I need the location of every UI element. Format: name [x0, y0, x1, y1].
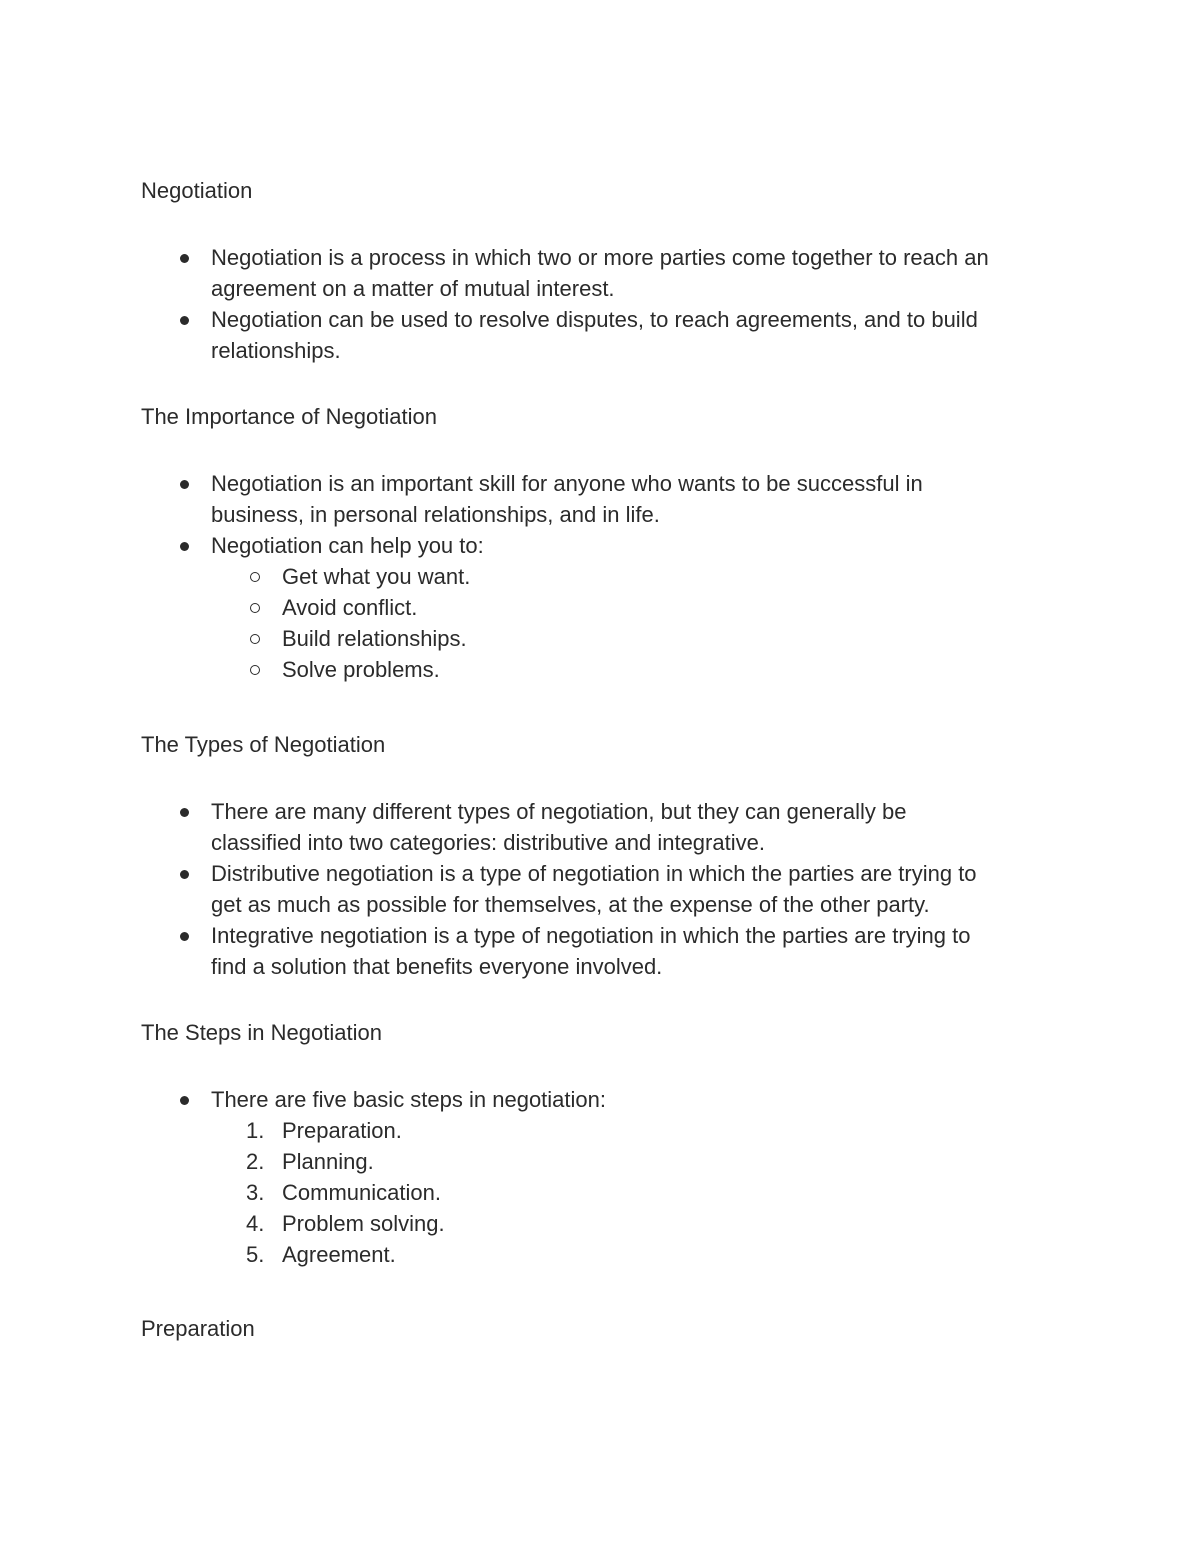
list-number: 5.: [246, 1242, 265, 1267]
hollow-bullet-icon: [250, 634, 260, 644]
bullet-text-line: Integrative negotiation is a type of negotiation in which the parties are trying to: [211, 923, 971, 948]
bullet-text-line: business, in personal relationships, and in life.: [211, 502, 660, 527]
bullet-text-line: Negotiation can help you to:: [211, 533, 484, 558]
bullet-icon: [180, 1096, 189, 1105]
hollow-bullet-icon: [250, 572, 260, 582]
sub-item-text: Solve problems.: [282, 657, 440, 682]
bullet-text-line: There are five basic steps in negotiation:: [211, 1087, 607, 1112]
numbered-item-text: Problem solving.: [282, 1211, 445, 1236]
bullet-icon: [180, 254, 189, 263]
bullet-text-line: Distributive negotiation is a type of negotiation in which the parties are trying to: [211, 861, 977, 886]
bullet-icon: [180, 480, 189, 489]
sub-item-text: Get what you want.: [282, 564, 471, 589]
bullet-icon: [180, 932, 189, 941]
section-heading: The Steps in Negotiation: [141, 1020, 382, 1045]
list-number: 3.: [246, 1180, 265, 1205]
section-heading: The Importance of Negotiation: [141, 404, 437, 429]
section-heading: The Types of Negotiation: [141, 732, 386, 757]
bullet-text-line: find a solution that benefits everyone involved.: [211, 954, 663, 979]
section-heading: Preparation: [141, 1316, 255, 1341]
bullet-text-line: There are many different types of negotiation, but they can generally be: [211, 799, 907, 824]
section-heading: Negotiation: [141, 178, 253, 203]
hollow-bullet-icon: [250, 603, 260, 613]
bullet-icon: [180, 870, 189, 879]
sub-item-text: Avoid conflict.: [282, 595, 418, 620]
numbered-item-text: Communication.: [282, 1180, 441, 1205]
list-number: 1.: [246, 1118, 265, 1143]
bullet-icon: [180, 808, 189, 817]
bullet-text-line: relationships.: [211, 338, 341, 363]
numbered-item-text: Preparation.: [282, 1118, 402, 1143]
list-number: 2.: [246, 1149, 265, 1174]
sub-item-text: Build relationships.: [282, 626, 467, 651]
bullet-text-line: Negotiation can be used to resolve disputes, to reach agreements, and to build: [211, 307, 978, 332]
bullet-text-line: Negotiation is an important skill for anyone who wants to be successful in: [211, 471, 923, 496]
bullet-icon: [180, 542, 189, 551]
numbered-item-text: Agreement.: [282, 1242, 396, 1267]
bullet-text-line: agreement on a matter of mutual interest.: [211, 276, 615, 301]
hollow-bullet-icon: [250, 665, 260, 675]
bullet-text-line: Negotiation is a process in which two or more parties come together to reach an: [211, 245, 989, 270]
bullet-text-line: classified into two categories: distributive and integrative.: [211, 830, 765, 855]
bullet-text-line: get as much as possible for themselves, at the expense of the other party.: [211, 892, 930, 917]
list-number: 4.: [246, 1211, 265, 1236]
bullet-icon: [180, 316, 189, 325]
numbered-item-text: Planning.: [282, 1149, 374, 1174]
